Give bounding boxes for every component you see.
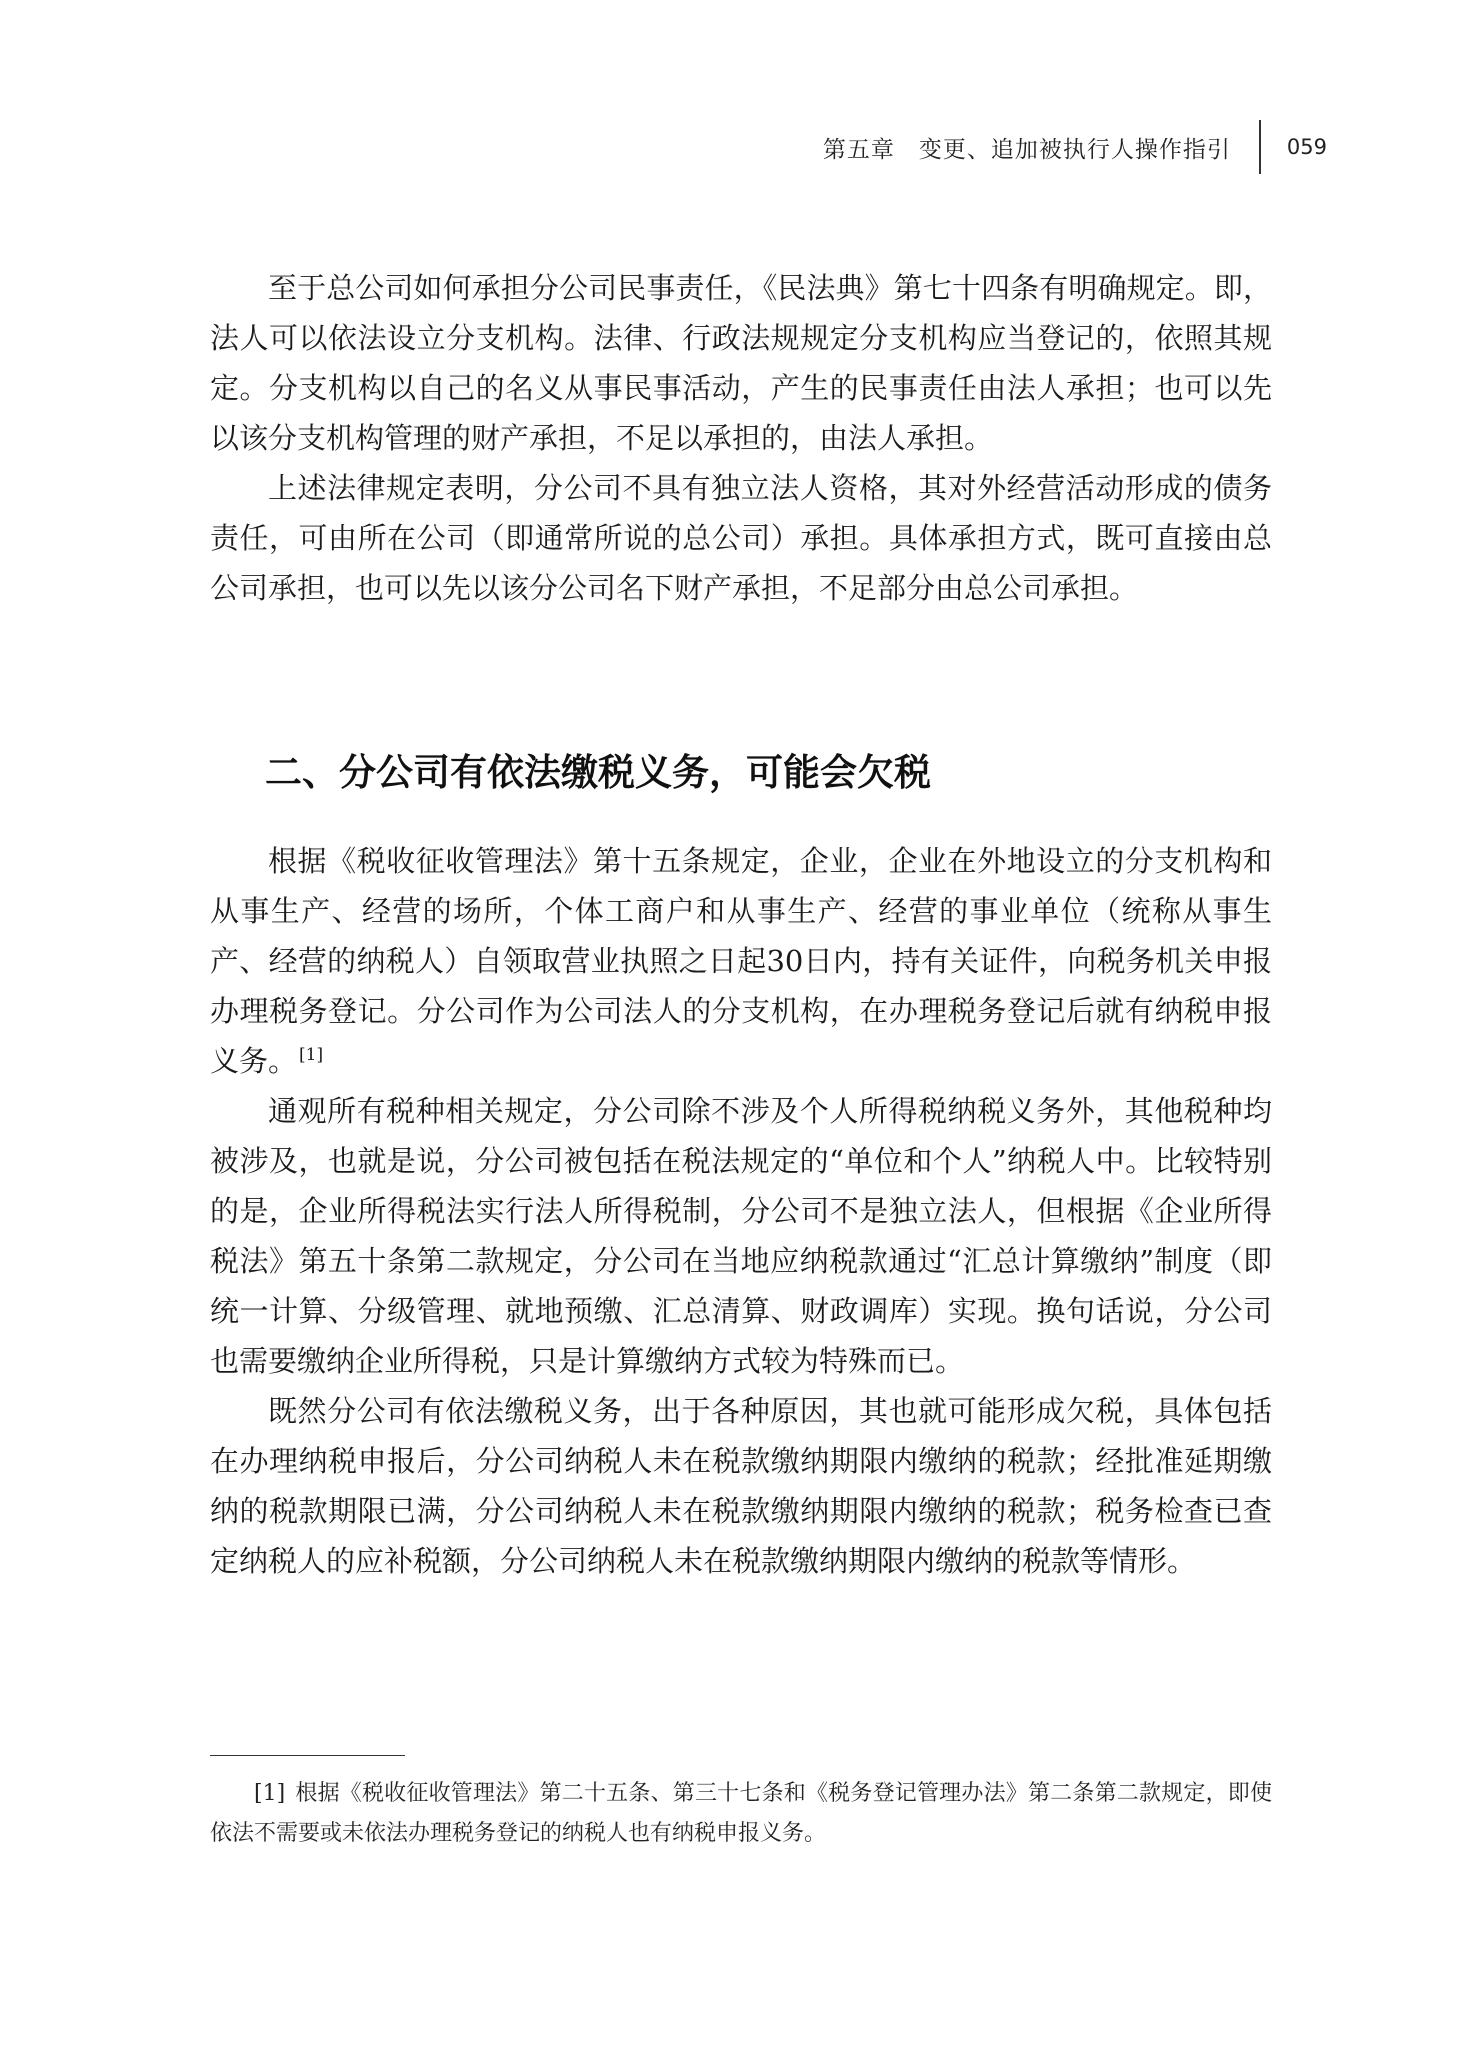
paragraph-text: 根据《税收征收管理法》第十五条规定，企业，企业在外地设立的分支机构和从事生产、经营的场所，个体工商户和从事生产、经营的事业单位（统称从事生产、经营的纳税人）自领取营业执照之日起30日内，持有关证件，向税务机关申报办理税务登记。分公司作为公司法人的分支机构，在办理税务登记后就有纳税申报义务。 [210,844,1272,1078]
page-number: 059 [1286,135,1327,159]
chapter-title: 第五章 变更、追加被执行人操作指引 [822,136,1231,163]
paragraph: 既然分公司有依法缴税义务，出于各种原因，其也就可能形成欠税，具体包括在办理纳税申报后，分公司纳税人未在税款缴纳期限内缴纳的税款；经批准延期缴纳的税款期限已满，分公司纳税人未在税款缴纳期限内缴纳的税款；税务检查已查定纳税人的应补税额，分公司纳税人未在税款缴纳期限内缴纳的税款等情形。 [210,1394,1272,1578]
header-divider [1259,120,1261,174]
paragraph: 至于总公司如何承担分公司民事责任，《民法典》第七十四条有明确规定。即，法人可以依法设立分支机构。法律、行政法规规定分支机构应当登记的，依照其规定。分支机构以自己的名义从事民事活动，产生的民事责任由法人承担；也可以先以该分支机构管理的财产承担，不足以承担的，由法人承担。 [210,271,1272,455]
footnote [210,1774,1272,1854]
running-header [823,122,1327,172]
section-heading: 二、分公司有依法缴税义务，可能会欠税 [265,751,931,794]
section-2-text [210,836,1272,1586]
footnote-reference[interactable]: [1] [299,1045,324,1066]
paragraph [210,836,1272,1086]
footnote-label: [1] [254,1781,286,1806]
footnote-separator [210,1755,405,1756]
footnote-text: 根据《税收征收管理法》第二十五条、第三十七条和《税务登记管理办法》第二条第二款规定，即使依法不需要或未依法办理税务登记的纳税人也有纳税申报义务。 [210,1781,1272,1846]
paragraph: 通观所有税种相关规定，分公司除不涉及个人所得税纳税义务外，其他税种均被涉及，也就是说，分公司被包括在税法规定的“单位和个人”纳税人中。比较特别的是，企业所得税法实行法人所得税制，分公司不是独立法人，但根据《企业所得税法》第五十条第二款规定，分公司在当地应纳税款通过“汇总计算缴纳”制度（即统一计算、分级管理、就地预缴、汇总清算、财政调库）实现。换句话说，分公司也需要缴纳企业所得税，只是计算缴纳方式较为特殊而已。 [210,1094,1272,1378]
section-1-text [210,263,1272,613]
paragraph: 上述法律规定表明，分公司不具有独立法人资格，其对外经营活动形成的债务责任，可由所在公司（即通常所说的总公司）承担。具体承担方式，既可直接由总公司承担，也可以先以该分公司名下财产承担，不足部分由总公司承担。 [210,471,1272,605]
